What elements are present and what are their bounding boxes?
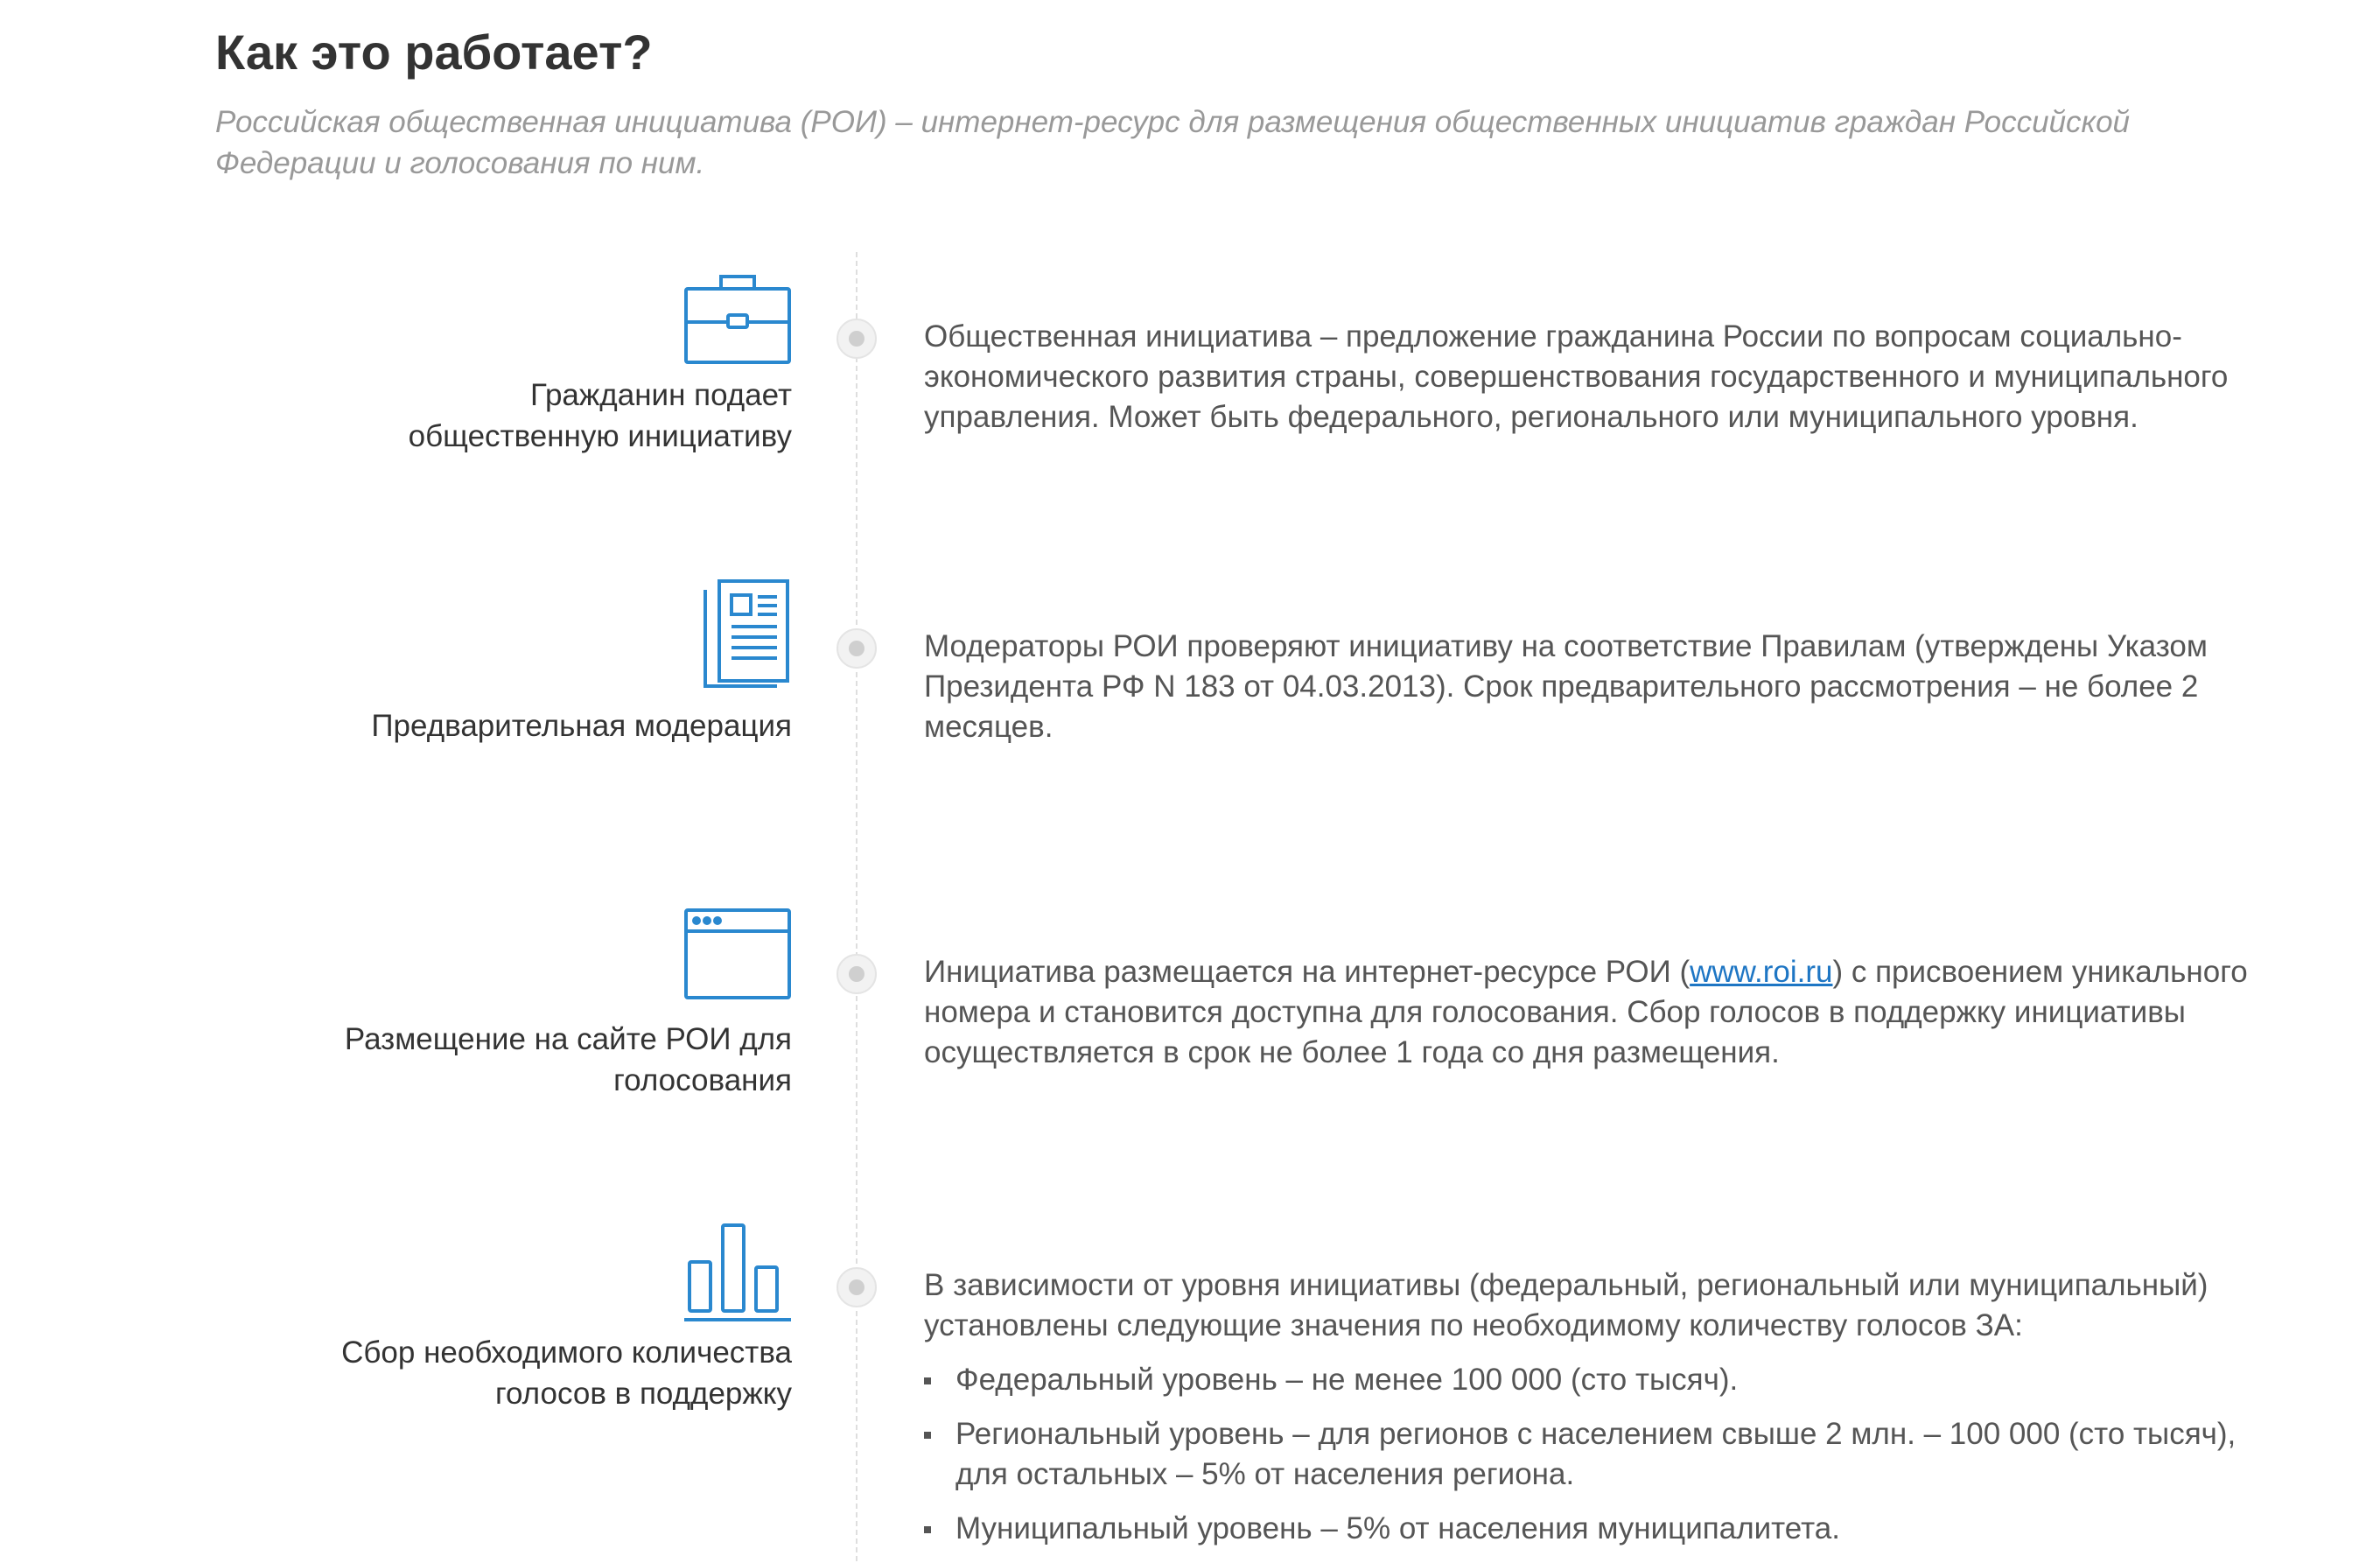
timeline-dot <box>836 1267 877 1307</box>
list-item: Федеральный уровень – не менее 100 000 (сто тысяч). <box>924 1360 2289 1400</box>
step-label: Предварительная модерация <box>371 709 792 743</box>
step-description <box>924 952 2289 1073</box>
page-title: Как это работает? <box>215 25 653 80</box>
vote-thresholds-list <box>924 1360 2289 1549</box>
list-item: Региональный уровень – для регионов с населением свыше 2 млн. – 100 000 (сто тысяч), для остальных – 5% от населения региона. <box>924 1414 2289 1495</box>
timeline-dot <box>836 954 877 994</box>
page-subtitle: Российская общественная инициатива (РОИ) – интернет-ресурс для размещения общественных инициатив граждан Российской Федерации и голосования по ним. <box>215 105 2131 180</box>
list-item: Муниципальный уровень – 5% от населения муниципалитета. <box>924 1509 2289 1549</box>
briefcase-icon <box>682 270 793 380</box>
document-icon <box>682 578 793 688</box>
description-text: В зависимости от уровня инициативы (федеральный, региональный или муниципальный) установлены следующие значения по необходимому количеству голосов ЗА: <box>924 1268 2208 1342</box>
timeline-line <box>856 252 858 1561</box>
timeline-dot <box>836 628 877 669</box>
step-label: Размещение на сайте РОИ для голосования <box>344 1022 792 1097</box>
description-text: Инициатива размещается на интернет-ресурсе РОИ ( <box>924 955 1690 989</box>
step-description: Общественная инициатива – предложение гражданина России по вопросам социально-экономического развития страны, совершенствования государственного и муниципального управления. Может быть федерального, регионального или муниципального уровня. <box>924 319 2229 434</box>
description-text: ) с присвоением уникального номера и становится доступна для голосования. Сбор голосов в поддержку инициативы осуществляется в срок не более 1 года со дня размещения. <box>924 955 2248 1069</box>
bar-chart-icon <box>682 1218 793 1328</box>
browser-window-icon <box>682 905 793 1015</box>
roi-site-link[interactable]: www.roi.ru <box>1690 955 1833 989</box>
step-label: Гражданин подает общественную инициативу <box>408 378 792 453</box>
step-description <box>924 1265 2289 1563</box>
step-description: Модераторы РОИ проверяют инициативу на соответствие Правилам (утверждены Указом Президента РФ N 183 от 04.03.2013). Срок предварительного рассмотрения – не более 2 месяцев. <box>924 629 2208 744</box>
step-label: Сбор необходимого количества голосов в поддержку <box>341 1335 792 1411</box>
timeline-dot <box>836 319 877 359</box>
